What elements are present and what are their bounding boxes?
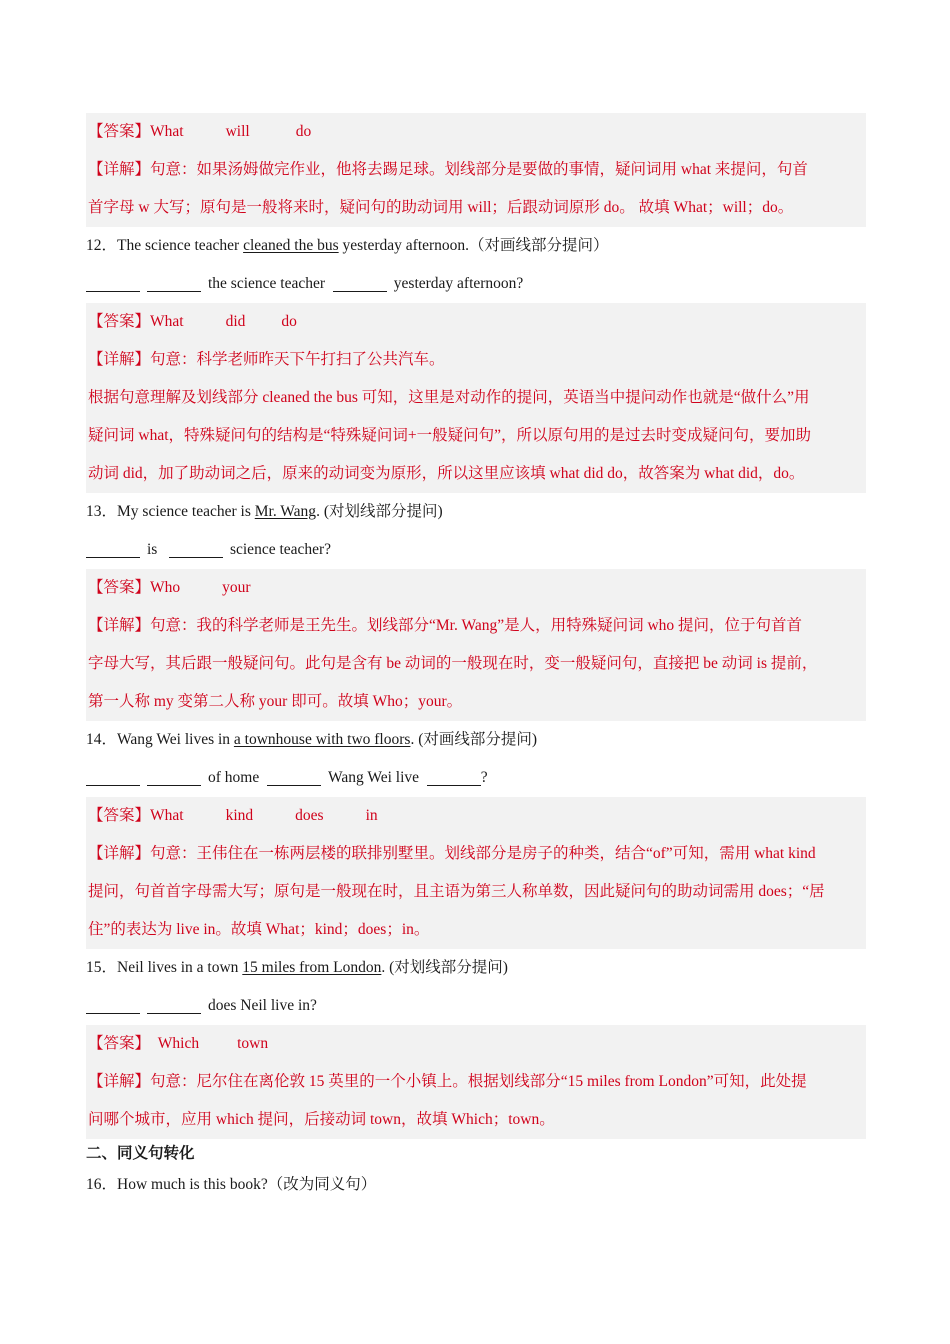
- detail-line: [86, 1063, 866, 1101]
- detail-label: 【详解】: [88, 1073, 151, 1090]
- answer-label: 【答案】: [88, 579, 151, 596]
- detail-text: 住”的表达为 live in。故填 What；kind；does；in。: [88, 921, 430, 938]
- question-number: 15．: [86, 959, 118, 976]
- question-14-blanks: [86, 759, 866, 797]
- question-number: 16．: [86, 1176, 118, 1193]
- answer-word: do: [295, 123, 312, 140]
- answer-box-11: [86, 113, 866, 227]
- detail-text: 句意：如果汤姆做完作业，他将去踢足球。划线部分是要做的事情，疑问词用 what 来提问，句首: [150, 161, 808, 178]
- answer-word: does: [295, 807, 324, 824]
- answer-box-14: [86, 797, 866, 949]
- blank[interactable]: [147, 993, 201, 1014]
- detail-text: 疑问词 what，特殊疑问句的结构是“特殊疑问词+一般疑问句”，所以原句用的是过去时变成疑问句，要加助: [88, 427, 812, 444]
- blank-text: is: [147, 541, 158, 558]
- question-number: 14．: [86, 731, 118, 748]
- detail-text: 句意：科学老师昨天下午打扫了公共汽车。: [150, 351, 445, 368]
- answer-word: Which: [157, 1035, 200, 1052]
- question-text: Neil lives in a town: [117, 959, 243, 976]
- question-number: 12．: [86, 237, 118, 254]
- blank-text: yesterday afternoon?: [393, 275, 524, 292]
- detail-line: [86, 911, 866, 949]
- blank[interactable]: [86, 537, 140, 558]
- answer-word: town: [237, 1035, 269, 1052]
- answer-word: What: [150, 313, 184, 330]
- blank[interactable]: [169, 537, 223, 558]
- question-text: Wang Wei lives in: [117, 731, 234, 748]
- blank-text: ?: [480, 769, 488, 786]
- answer-word: do: [281, 313, 297, 330]
- answer-line: [86, 303, 866, 341]
- blank[interactable]: [147, 765, 201, 786]
- question-13: [86, 493, 866, 531]
- question-15: [86, 949, 866, 987]
- detail-line: [86, 379, 866, 417]
- detail-line: [86, 645, 866, 683]
- question-16: [86, 1169, 866, 1201]
- blank-text: Wang Wei live: [327, 769, 420, 786]
- underlined-phrase: 15 miles from London: [242, 959, 382, 976]
- blank[interactable]: [427, 765, 481, 786]
- detail-text: 动词 did，加了助动词之后，原来的动词变为原形，所以这里应该填 what did do，故答案为 what did，do。: [88, 465, 805, 482]
- answer-word: will: [225, 123, 250, 140]
- detail-line: [86, 151, 866, 189]
- blank-text: science teacher?: [229, 541, 332, 558]
- detail-label: 【详解】: [88, 161, 151, 178]
- question-14: [86, 721, 866, 759]
- answer-word: in: [365, 807, 378, 824]
- detail-label: 【详解】: [88, 351, 151, 368]
- answer-line: [86, 1025, 866, 1063]
- blank[interactable]: [333, 271, 387, 292]
- answer-label: 【答案】: [88, 313, 151, 330]
- answer-box-13: [86, 569, 866, 721]
- detail-label: 【详解】: [88, 617, 151, 634]
- answer-box-12: [86, 303, 866, 493]
- question-text: My science teacher is: [117, 503, 255, 520]
- answer-word: Who: [150, 579, 181, 596]
- detail-line: [86, 189, 866, 227]
- question-text: The science teacher: [117, 237, 244, 254]
- question-number: 13．: [86, 503, 118, 520]
- blank[interactable]: [86, 765, 140, 786]
- section-heading: 二、同义句转化: [86, 1145, 195, 1162]
- detail-line: [86, 341, 866, 379]
- blank[interactable]: [147, 271, 201, 292]
- detail-text: 句意：尼尔住在离伦敦 15 英里的一个小镇上。根据划线部分“15 miles from London”可知，此处提: [150, 1073, 807, 1090]
- detail-line: [86, 1101, 866, 1139]
- content-area: [86, 113, 866, 1201]
- answer-word: What: [150, 807, 184, 824]
- answer-word: kind: [225, 807, 254, 824]
- detail-line: [86, 607, 866, 645]
- answer-word: What: [150, 123, 184, 140]
- question-text: . (对画线部分提问): [410, 731, 538, 748]
- answer-line: [86, 113, 866, 151]
- detail-text: 句意：王伟住在一栋两层楼的联排别墅里。划线部分是房子的种类，结合“of”可知，需用 what kind: [150, 845, 816, 862]
- blank-text: of home: [208, 769, 260, 786]
- blank[interactable]: [267, 765, 321, 786]
- question-13-blanks: [86, 531, 866, 569]
- answer-word: did: [225, 313, 246, 330]
- question-text: How much is this book?（改为同义句）: [117, 1176, 377, 1193]
- answer-word: your: [222, 579, 251, 596]
- blank-text: does Neil live in?: [208, 997, 317, 1014]
- detail-text: 句意：我的科学老师是王先生。划线部分“Mr. Wang”是人，用特殊疑问词 who 提问，位于句首首: [150, 617, 803, 634]
- underlined-phrase: cleaned the bus: [243, 237, 339, 254]
- answer-line: [86, 569, 866, 607]
- blank-text: the science teacher: [208, 275, 326, 292]
- detail-text: 问哪个城市，应用 which 提问，后接动词 town，故填 Which；town。: [88, 1111, 555, 1128]
- answer-label: 【答案】: [88, 807, 151, 824]
- underlined-phrase: a townhouse with two floors: [233, 731, 411, 748]
- question-text: yesterday afternoon.（对画线部分提问）: [338, 237, 609, 254]
- question-12: [86, 227, 866, 265]
- underlined-phrase: Mr. Wang: [254, 503, 317, 520]
- detail-text: 根据句意理解及划线部分 cleaned the bus 可知，这里是对动作的提问，英语当中提问动作也就是“做什么”用: [88, 389, 810, 406]
- detail-line: [86, 417, 866, 455]
- detail-text: 字母大写，其后跟一般疑问句。此句是含有 be 动词的一般现在时，变一般疑问句，直接把 be 动词 is 提前，: [88, 655, 818, 672]
- detail-line: [86, 455, 866, 493]
- question-15-blanks: [86, 987, 866, 1025]
- detail-line: [86, 683, 866, 721]
- answer-label: 【答案】: [88, 1035, 151, 1052]
- detail-line: [86, 835, 866, 873]
- question-text: . (对划线部分提问): [316, 503, 443, 520]
- question-12-blanks: [86, 265, 866, 303]
- detail-line: [86, 873, 866, 911]
- answer-box-15: [86, 1025, 866, 1139]
- answer-line: [86, 797, 866, 835]
- blank[interactable]: [86, 993, 140, 1014]
- detail-text: 提问，句首首字母需大写；原句是一般现在时，且主语为第三人称单数，因此疑问句的助动词需用 does；“居: [88, 883, 825, 900]
- answer-label: 【答案】: [88, 123, 151, 140]
- question-text: . (对划线部分提问): [381, 959, 508, 976]
- detail-text: 第一人称 my 变第二人称 your 即可。故填 Who；your。: [88, 693, 463, 710]
- blank[interactable]: [86, 271, 140, 292]
- detail-text: 首字母 w 大写；原句是一般将来时，疑问句的助动词用 will；后跟动词原形 do。 故填 What；will；do。: [88, 199, 794, 216]
- detail-label: 【详解】: [88, 845, 151, 862]
